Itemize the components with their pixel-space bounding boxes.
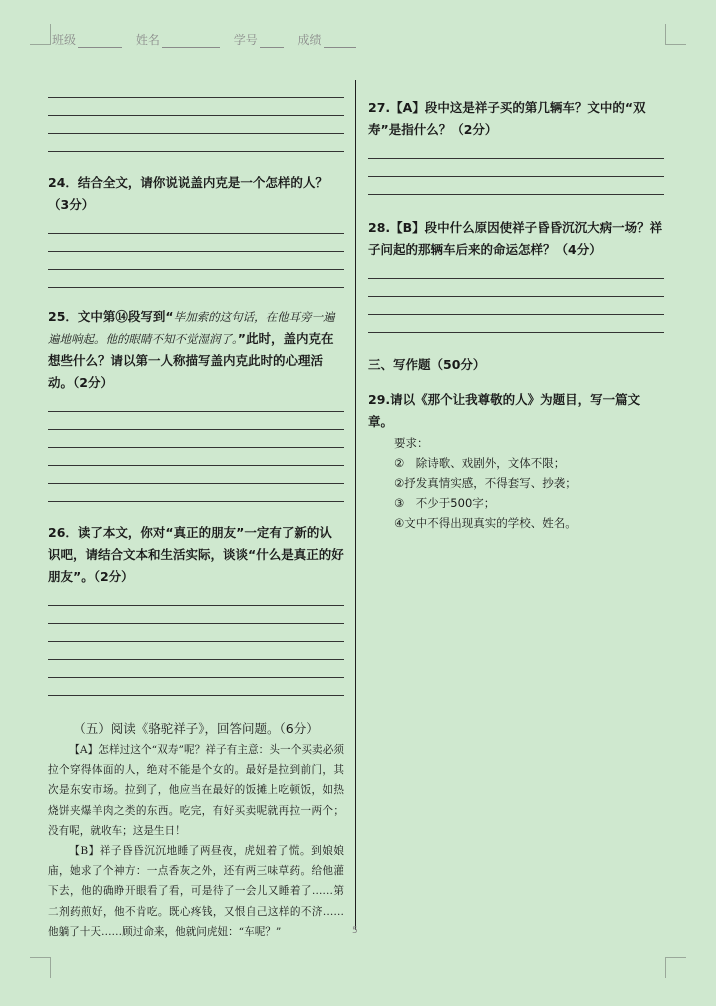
answer-lines-q27 <box>368 141 664 195</box>
question-25: 25．文中第⑭段写到“毕加索的这句话，在他耳旁一遍遍地响起。他的眼睛不知不觉湿润了。”此时，盖内克在想些什么？请以第一人称描写盖内克此时的心理活动。（2分） <box>48 309 335 390</box>
left-column <box>48 80 344 942</box>
question-28: 28.【B】段中什么原因使祥子昏昏沉沉大病一场？祥子问起的那辆车后来的命运怎样？（4分） <box>368 220 663 257</box>
page-number: 5 <box>352 926 358 936</box>
requirement-3: ③ 不少于500字； <box>394 496 496 510</box>
requirement-2: ②抒发真情实感，不得套写、抄袭； <box>394 476 577 490</box>
writing-section-title: 三、写作题（50分） <box>368 357 486 372</box>
name-field: 姓名 <box>136 33 220 47</box>
question-26: 26．读了本文，你对“真正的朋友”一定有了新的认识吧，请结合文本和生活实际，谈谈“什么是真正的好朋友”。（2分） <box>48 525 344 584</box>
passage-paragraph-a: 【A】怎样过这个“双寿”呢？祥子有主意：头一个买卖必须拉个穿得体面的人，绝对不能是个女的。最好是拉到前门，其次是东安市场。拉到了，他应当在最好的饭摊上吃顿饭，如热烧饼夹爆羊肉之类的东西。吃完，有好买卖呢就再拉一两个；没有呢，就收车；这是生日！ <box>48 744 344 837</box>
requirement-1: ② 除诗歌、戏剧外，文体不限； <box>394 456 566 470</box>
reading-section-title: （五）阅读《骆驼祥子》，回答问题。（6分） <box>73 721 319 736</box>
corner-mark-top-left <box>30 24 51 45</box>
column-divider <box>355 80 356 930</box>
student-info-header <box>52 31 366 48</box>
requirement-4: ④文中不得出现真实的学校、姓名。 <box>394 516 577 530</box>
question-27: 27.【A】段中这是祥子买的第几辆车？文中的“双寿”是指什么？（2分） <box>368 100 646 137</box>
answer-lines-q24 <box>48 216 344 288</box>
handwritten-quote: 毕加索的这句话，在他耳旁一遍遍地响起。他的眼睛不知不觉湿润了。 <box>48 310 335 346</box>
student-id-field: 学号 <box>234 33 284 47</box>
answer-lines-q23 <box>48 80 344 152</box>
question-29: 29.请以《那个让我尊敬的人》为题目，写一篇文章。 <box>368 392 641 429</box>
requirements-label: 要求： <box>394 436 429 450</box>
answer-lines-q25 <box>48 394 344 502</box>
answer-lines-q26 <box>48 588 344 696</box>
corner-mark-bottom-left <box>30 957 51 978</box>
question-24: 24．结合全文，请你说说盖内克是一个怎样的人？（3分） <box>48 175 328 212</box>
answer-lines-q28 <box>368 261 664 333</box>
passage-paragraph-b: 【B】祥子昏昏沉沉地睡了两昼夜，虎妞着了慌。到娘娘庙，她求了个神方：一点香灰之外，还有两三味草药。给他灌下去，他的确睁开眼看了看，可是待了一会儿又睡着了……第二剂药煎好，他不肯吃。既心疼钱，又恨自己这样的不济……他躺了十天……顾过命来，他就问虎妞：“车呢？” <box>48 845 344 938</box>
corner-mark-top-right <box>665 24 686 45</box>
right-column <box>368 80 664 533</box>
score-field: 成绩 <box>298 33 356 47</box>
corner-mark-bottom-right <box>665 957 686 978</box>
class-field: 班级 <box>52 33 122 47</box>
